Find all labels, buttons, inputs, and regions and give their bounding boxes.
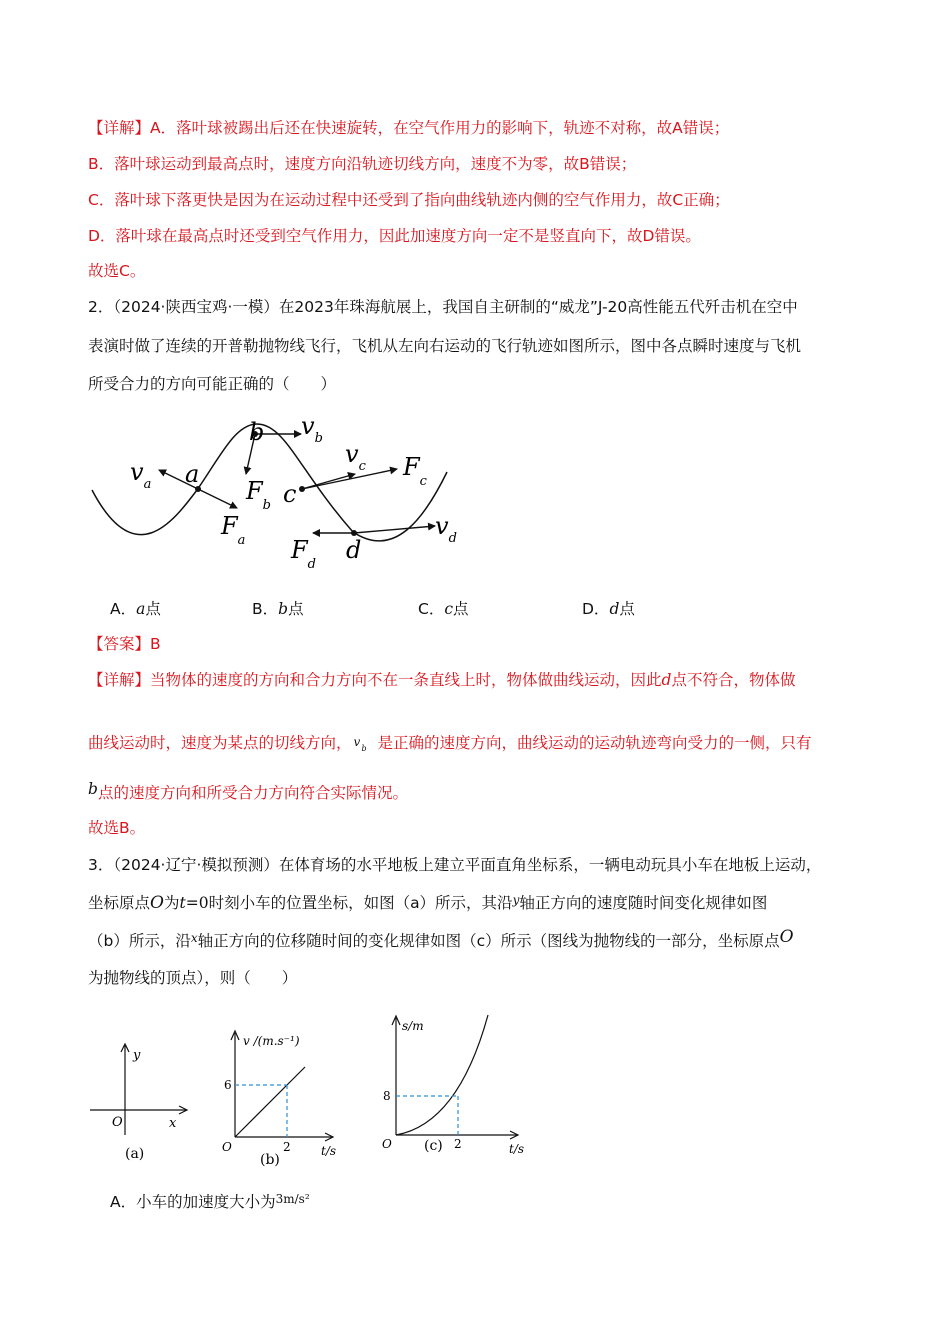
q3-stem-line3: （b）所示，沿$^x$轴正方向的位移随时间的变化规律如图（c）所示（图线为抛物线的一部分，坐标原点O [88, 927, 794, 950]
label-d: d [346, 536, 362, 564]
detail-bracket: 【详解】 [88, 119, 151, 137]
label-va: $v_a$ [130, 458, 152, 492]
label-vd: $v_d$ [435, 512, 457, 546]
q3-stem-line4: 为抛物线的顶点），则（ ） [88, 969, 298, 987]
graph-c-ylabel: s/m [402, 1019, 424, 1033]
vector-fa [198, 489, 237, 508]
graph-b [215, 1025, 345, 1170]
graph-a-caption: (a) [125, 1146, 145, 1162]
q2-answer: 【答案】B [88, 635, 161, 653]
graph-b-ytick: 6 [224, 1078, 232, 1092]
label-fb: $F_b$ [246, 477, 271, 513]
graph-c-ytick: 8 [383, 1089, 391, 1103]
label-vc: $v_c$ [345, 440, 366, 474]
q3-stem-line2: 坐标原点O为t=0时刻小车的位置坐标，如图（a）所示，其沿$^y$轴正方向的速度随时间变化规律如图 [88, 893, 768, 913]
label-b: b [249, 418, 265, 446]
q2-detail-line3: b点的速度方向和所受合力方向符合实际情况。 [88, 780, 408, 802]
q2-stem-line2: 表演时做了连续的开普勒抛物线飞行，飞机从左向右运动的飞行轨迹如图所示，图中各点瞬时速度与飞机 [88, 337, 802, 355]
graph-a-ylabel: y [133, 1048, 141, 1063]
label-vb: $v_b$ [301, 412, 323, 446]
q2-stem-line3: 所受合力的方向可能正确的（ ） [88, 375, 337, 393]
graph-b-origin: O [222, 1140, 232, 1154]
trajectory-figure [85, 412, 470, 580]
graph-a [85, 1040, 195, 1170]
q2-detail-line2: 曲线运动时，速度为某点的切线方向， v b 是正确的速度方向，曲线运动的运动轨迹弯向受力的一侧，只有 [88, 734, 812, 753]
graph-b-caption: (b) [260, 1152, 280, 1168]
graph-b-xtick: 2 [283, 1140, 291, 1154]
graph-c [378, 1010, 528, 1165]
graph-b-line [235, 1067, 305, 1137]
option-b[interactable]: B．b点 [252, 600, 304, 618]
graph-c-parabola [396, 1015, 488, 1135]
q3-option-a[interactable]: A．小车的加速度大小为$^{3m/s^2}$ [110, 1192, 310, 1211]
label-c: c [283, 480, 297, 508]
q2-stem-line1: 2．（2024·陕西宝鸡·一模）在2023年珠海航展上，我国自主研制的“威龙”J-20高性能五代歼击机在空中 [88, 298, 798, 316]
detail-line-a: 【详解】A．落叶球被踢出后还在快速旋转，在空气作用力的影响下，轨迹不对称，故A错误； [88, 119, 730, 137]
graph-c-origin: O [382, 1137, 392, 1151]
option-c[interactable]: C．c点 [418, 600, 469, 618]
label-fc: $F_c$ [403, 453, 427, 489]
detail-line-c: C．落叶球下落更快是因为在运动过程中还受到了指向曲线轨迹内侧的空气作用力，故C正确； [88, 191, 730, 209]
vector-vd [354, 526, 435, 533]
graph-a-xlabel: x [169, 1116, 177, 1131]
graph-b-xlabel: t/s [321, 1144, 337, 1158]
label-fd: $F_d$ [291, 536, 316, 572]
option-d[interactable]: D．d点 [582, 600, 635, 618]
graph-c-caption: (c) [424, 1138, 443, 1154]
detail-line-d: D．落叶球在最高点时还受到空气作用力，因此加速度方向一定不是竖直向下，故D错误。 [88, 227, 701, 245]
graph-b-ylabel: v /(m.s⁻¹) [243, 1034, 300, 1048]
detail-choice: 故选C。 [88, 262, 146, 280]
option-a[interactable]: A．a点 [110, 600, 161, 618]
label-a: a [185, 460, 200, 488]
graph-a-origin: O [112, 1115, 123, 1130]
q2-choice: 故选B。 [88, 819, 146, 837]
q3-stem-line1: 3．（2024·辽宁·模拟预测）在体育场的水平地板上建立平面直角坐标系，一辆电动玩具小车在地板上运动， [88, 856, 822, 874]
q2-detail-line1: 【详解】当物体的速度的方向和合力方向不在一条直线上时，物体做曲线运动，因此d点不符合，物体做 [88, 671, 796, 689]
graph-c-xlabel: t/s [509, 1142, 525, 1156]
label-fa: $F_a$ [221, 512, 246, 548]
graph-c-xtick: 2 [454, 1137, 462, 1151]
detail-line-b: B．落叶球运动到最高点时，速度方向沿轨迹切线方向，速度不为零，故B错误； [88, 155, 637, 173]
vector-fc [302, 469, 397, 489]
